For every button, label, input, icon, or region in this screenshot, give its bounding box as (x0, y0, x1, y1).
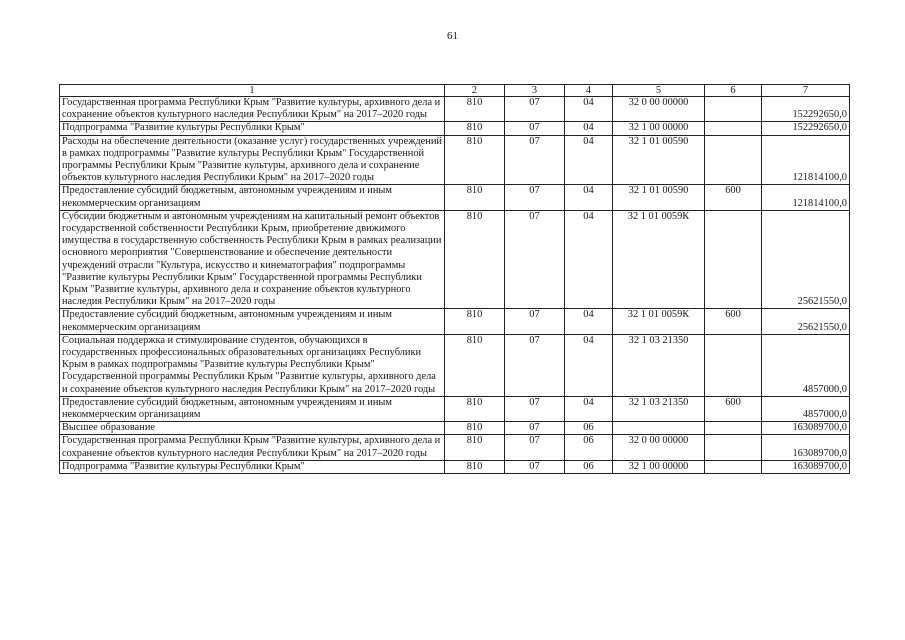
row-subsection: 06 (565, 460, 613, 473)
row-target: 32 1 01 00590 (613, 135, 705, 185)
row-target: 32 1 03 21350 (613, 334, 705, 396)
row-ministry: 810 (445, 97, 505, 122)
header-cell: 6 (705, 85, 762, 97)
row-amount: 163089700,0 (762, 460, 850, 473)
row-subsection: 04 (565, 210, 613, 309)
row-section: 07 (505, 122, 565, 135)
table-row (60, 396, 850, 421)
table-row (60, 460, 850, 473)
header-cell: 3 (505, 85, 565, 97)
row-ministry: 810 (445, 185, 505, 210)
row-target: 32 0 00 00000 (613, 435, 705, 460)
row-vid (705, 122, 762, 135)
row-amount: 4857000,0 (762, 396, 850, 421)
row-section: 07 (505, 309, 565, 334)
row-amount: 121814100,0 (762, 135, 850, 185)
table-row (60, 97, 850, 122)
row-ministry: 810 (445, 460, 505, 473)
row-section: 07 (505, 422, 565, 435)
row-subsection: 04 (565, 396, 613, 421)
row-name: Высшее образование (60, 422, 445, 435)
table-row (60, 334, 850, 396)
row-section: 07 (505, 185, 565, 210)
table-row (60, 122, 850, 135)
row-amount: 163089700,0 (762, 422, 850, 435)
row-ministry: 810 (445, 435, 505, 460)
header-cell: 2 (445, 85, 505, 97)
row-target: 32 1 01 0059К (613, 309, 705, 334)
page-number: 61 (447, 30, 458, 42)
table-row (60, 135, 850, 185)
row-section: 07 (505, 334, 565, 396)
row-amount: 163089700,0 (762, 435, 850, 460)
row-target (613, 422, 705, 435)
row-target: 32 1 00 00000 (613, 460, 705, 473)
row-target: 32 1 01 00590 (613, 185, 705, 210)
row-section: 07 (505, 97, 565, 122)
row-name: Субсидии бюджетным и автономным учреждениям на капитальный ремонт объектов государственной собственности Республики Крым, приобретение движимого имущества в государственную собственность Республики Крым в рамках реализации основного мероприятия "Совершенствование и обеспечение деятельности учреждений отрасли "Культура, искусство и кинематография" подпрограммы "Развитие культуры Республики Крым" Государственной программы Республики Крым "Развитие культуры, архивного дела и сохранение объектов культурного наследия Республики Крым" на 2017–2020 годы (60, 210, 445, 309)
row-name: Расходы на обеспечение деятельности (оказание услуг) государственных учреждений в рамках подпрограммы "Развитие культуры Республики Крым" Государственной программы Республики Крым "Развитие культуры, архивного дела и сохранение объектов культурного наследия Республики Крым" на 2017–2020 годы (60, 135, 445, 185)
row-section: 07 (505, 135, 565, 185)
row-target: 32 1 00 00000 (613, 122, 705, 135)
row-vid: 600 (705, 396, 762, 421)
row-ministry: 810 (445, 135, 505, 185)
row-vid (705, 460, 762, 473)
table-row (60, 309, 850, 334)
table-row (60, 210, 850, 309)
row-vid (705, 135, 762, 185)
row-target: 32 0 00 00000 (613, 97, 705, 122)
row-ministry: 810 (445, 309, 505, 334)
row-vid (705, 97, 762, 122)
table-row (60, 422, 850, 435)
row-subsection: 04 (565, 97, 613, 122)
row-name: Предоставление субсидий бюджетным, автономным учреждениям и иным некоммерческим организациям (60, 396, 445, 421)
row-section: 07 (505, 460, 565, 473)
table-row (60, 185, 850, 210)
header-row (60, 85, 850, 97)
row-amount: 152292650,0 (762, 97, 850, 122)
row-vid (705, 334, 762, 396)
row-name: Государственная программа Республики Крым "Развитие культуры, архивного дела и сохранение объектов культурного наследия Республики Крым" на 2017–2020 годы (60, 97, 445, 122)
row-ministry: 810 (445, 122, 505, 135)
row-amount: 152292650,0 (762, 122, 850, 135)
row-name: Предоставление субсидий бюджетным, автономным учреждениям и иным некоммерческим организациям (60, 309, 445, 334)
header-cell: 7 (762, 85, 850, 97)
row-subsection: 04 (565, 135, 613, 185)
row-name: Государственная программа Республики Крым "Развитие культуры, архивного дела и сохранение объектов культурного наследия Республики Крым" на 2017–2020 годы (60, 435, 445, 460)
row-amount: 121814100,0 (762, 185, 850, 210)
row-section: 07 (505, 210, 565, 309)
row-subsection: 04 (565, 334, 613, 396)
row-ministry: 810 (445, 396, 505, 421)
row-vid (705, 210, 762, 309)
row-name: Подпрограмма "Развитие культуры Республики Крым" (60, 460, 445, 473)
row-ministry: 810 (445, 334, 505, 396)
row-subsection: 04 (565, 122, 613, 135)
row-amount: 25621550,0 (762, 309, 850, 334)
row-name: Предоставление субсидий бюджетным, автономным учреждениям и иным некоммерческим организациям (60, 185, 445, 210)
row-subsection: 06 (565, 435, 613, 460)
header-cell: 1 (60, 85, 445, 97)
row-section: 07 (505, 396, 565, 421)
row-subsection: 04 (565, 185, 613, 210)
row-vid (705, 422, 762, 435)
row-amount: 25621550,0 (762, 210, 850, 309)
row-amount: 4857000,0 (762, 334, 850, 396)
header-cell: 5 (613, 85, 705, 97)
row-ministry: 810 (445, 210, 505, 309)
row-target: 32 1 03 21350 (613, 396, 705, 421)
row-name: Социальная поддержка и стимулирование студентов, обучающихся в государственных профессиональных образовательных организациях Республики Крым в рамках подпрограммы "Развитие культуры Республики Крым" Государственной программы Республики Крым "Развитие культуры, архивного дела и сохранение объектов культурного наследия Республики Крым" на 2017–2020 годы (60, 334, 445, 396)
row-vid: 600 (705, 185, 762, 210)
row-subsection: 06 (565, 422, 613, 435)
row-vid (705, 435, 762, 460)
row-name: Подпрограмма "Развитие культуры Республики Крым" (60, 122, 445, 135)
table-row (60, 435, 850, 460)
budget-table (59, 84, 850, 474)
header-cell: 4 (565, 85, 613, 97)
row-target: 32 1 01 0059К (613, 210, 705, 309)
row-ministry: 810 (445, 422, 505, 435)
row-vid: 600 (705, 309, 762, 334)
row-subsection: 04 (565, 309, 613, 334)
row-section: 07 (505, 435, 565, 460)
